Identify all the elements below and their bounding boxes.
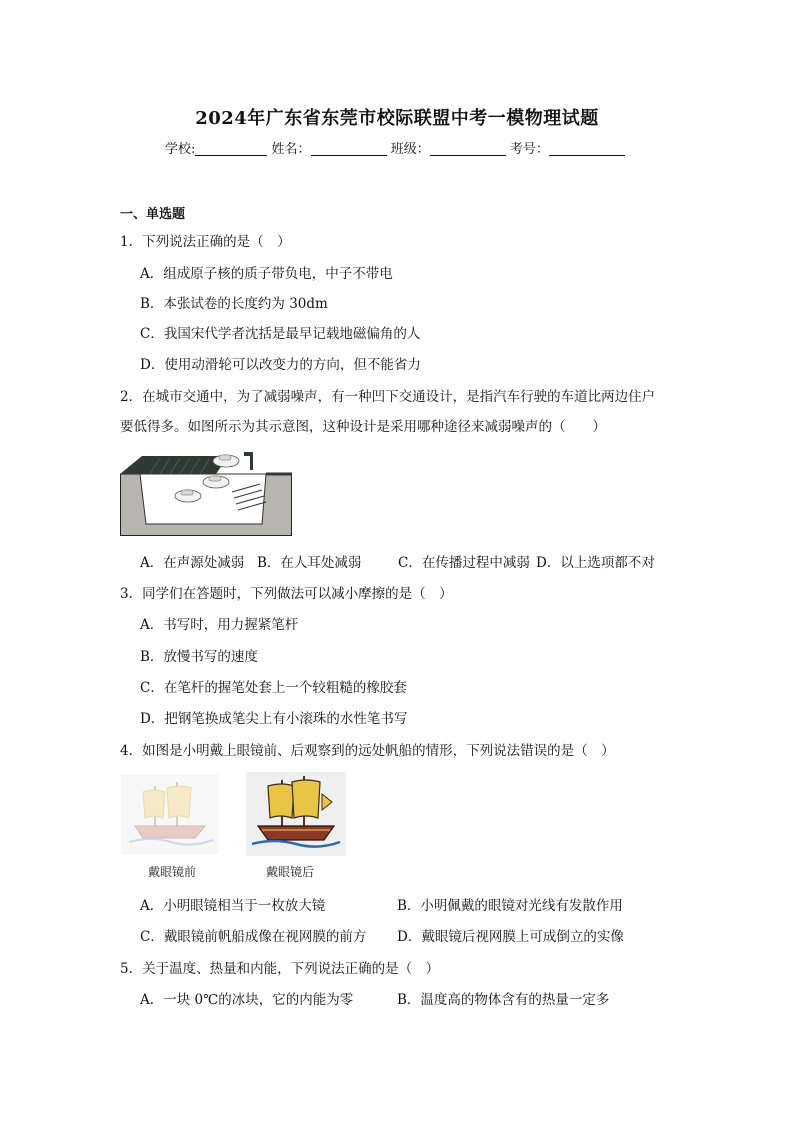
name-blank	[311, 141, 387, 156]
question-1-option-a: A．组成原子核的质子带负电，中子不带电	[140, 266, 393, 282]
exam-no-label: 考号：	[509, 142, 549, 157]
question-1-option-b: B．本张试卷的长度约为 30dm	[140, 296, 328, 312]
question-3-option-c: C．在笔杆的握笔处套上一个较粗糙的橡胶套	[140, 680, 407, 696]
exam-no-blank	[549, 141, 625, 156]
question-1-option-d: D．使用动滑轮可以改变力的方向，但不能省力	[140, 357, 421, 373]
question-5-stem: 5．关于温度、热量和内能，下列说法正确的是（ ）	[120, 961, 440, 977]
question-1-stem: 1．下列说法正确的是（ ）	[120, 234, 291, 250]
question-3-stem: 3．同学们在答题时，下列做法可以减小摩擦的是（ ）	[120, 586, 453, 602]
question-4-option-b: B．小明佩戴的眼镜对光线有发散作用	[397, 898, 623, 914]
name-label: 姓名：	[271, 142, 311, 157]
caption-after-glasses: 戴眼镜后	[266, 865, 315, 879]
question-4-option-d: D．戴眼镜后视网膜上可成倒立的实像	[397, 929, 624, 945]
question-2-option-a: A．在声源处减弱	[140, 555, 245, 571]
school-blank	[195, 141, 267, 156]
class-blank	[430, 141, 506, 156]
car-2	[203, 476, 229, 488]
question-4-stem: 4．如图是小明戴上眼镜前、后观察到的远处帆船的情形，下列说法错误的是（ ）	[120, 743, 615, 759]
class-label: 班级：	[390, 142, 430, 157]
question-4-option-a: A．小明眼镜相当于一枚放大镜	[140, 898, 326, 914]
caption-before-glasses: 戴眼镜前	[148, 865, 197, 879]
question-2-option-c: C．在传播过程中减弱	[398, 555, 530, 571]
question-5-option-b: B．温度高的物体含有的热量一定多	[397, 992, 610, 1008]
question-2-stem-line2: 要低得多。如图所示为其示意图，这种设计是采用哪种途径来减弱噪声的（ ）	[120, 419, 606, 435]
question-2-stem-line1: 2．在城市交通中，为了减弱噪声，有一种凹下交通设计，是指汽车行驶的车道比两边住户	[120, 389, 656, 405]
student-info-line	[165, 138, 625, 157]
car-3	[175, 490, 201, 502]
sunken-road-illustration	[120, 444, 292, 536]
question-4-option-c: C．戴眼镜前帆船成像在视网膜的前方	[140, 929, 367, 945]
school-label: 学校:	[165, 142, 196, 157]
blurry-ship-image	[121, 774, 219, 854]
section-title: 一、单选题	[120, 207, 186, 222]
clear-ship-image	[246, 772, 346, 856]
page-title: 2024年广东省东莞市校际联盟中考一模物理试题	[195, 108, 599, 129]
question-3-option-b: B．放慢书写的速度	[140, 649, 258, 665]
question-1-option-c: C．我国宋代学者沈括是最早记载地磁偏角的人	[140, 326, 421, 342]
question-2-option-d: D．以上选项都不对	[536, 555, 655, 571]
question-2-option-b: B．在人耳处减弱	[257, 555, 362, 571]
question-5-option-a: A．一块 0℃的冰块，它的内能为零	[140, 992, 354, 1008]
question-3-option-d: D．把钢笔换成笔尖上有小滚珠的水性笔书写	[140, 711, 408, 727]
question-3-option-a: A．书写时，用力握紧笔杆	[140, 617, 299, 633]
car-1	[213, 455, 239, 467]
